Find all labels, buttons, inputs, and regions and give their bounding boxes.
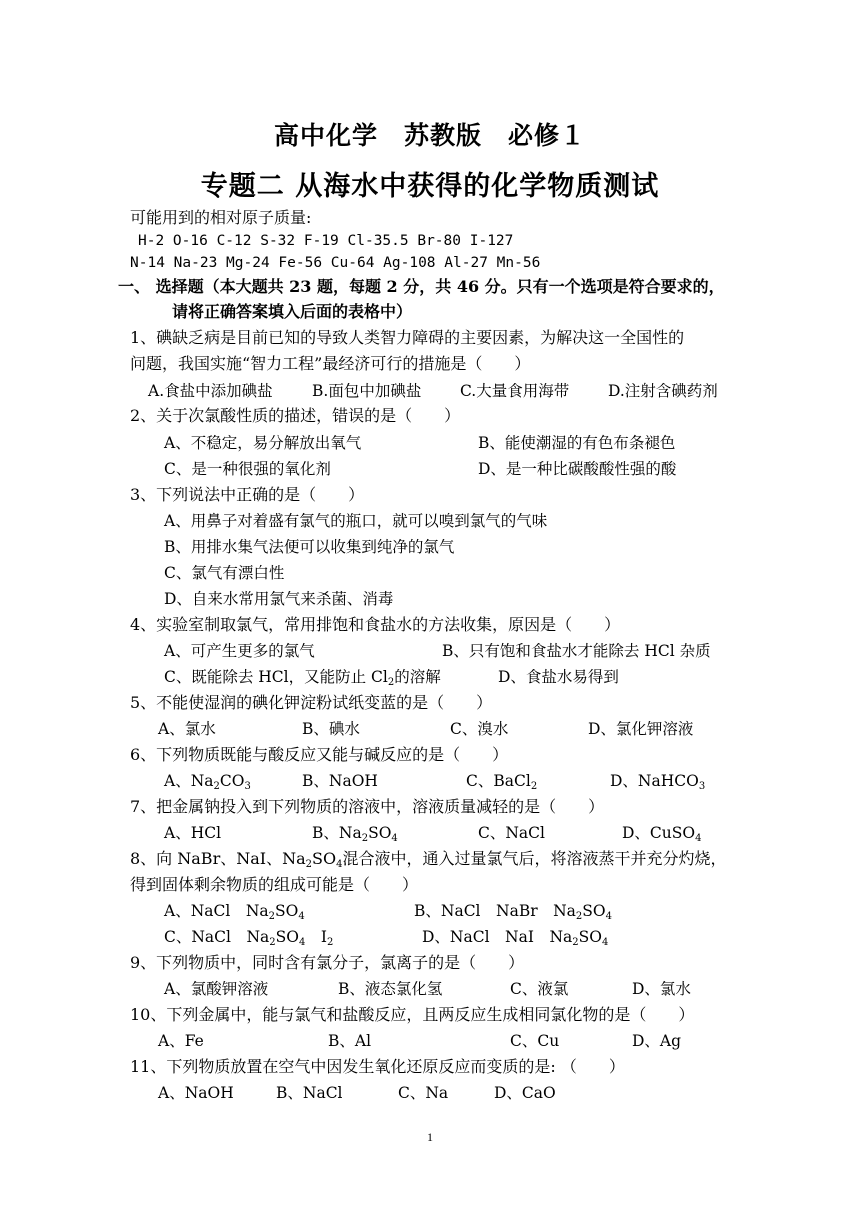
- question-5-option-d: D、氯化钾溶液: [588, 720, 694, 738]
- question-4-option-c: C、既能除去 HCl，又能防止 $Cl_2$的溶解: [164, 668, 441, 688]
- question-1-option-a: A.食盐中添加碘盐: [148, 382, 273, 400]
- question-10-stem: 10、下列金属中，能与氯气和盐酸反应，且两反应生成相同氯化物的是（ ）: [130, 1005, 695, 1024]
- question-7-option-c: C、NaCl: [478, 824, 545, 842]
- atomic-masses-intro: 可能用到的相对原子质量:: [130, 208, 312, 227]
- question-4-option-b: B、只有饱和食盐水才能除去 HCl 杂质: [442, 642, 711, 660]
- question-6-option-a: A、$Na_2CO_3$: [164, 772, 251, 792]
- question-2-stem: 2、关于次氯酸性质的描述，错误的是（ ）: [130, 406, 461, 425]
- question-11-option-c: C、Na: [398, 1084, 449, 1102]
- question-2-option-a: A、不稳定，易分解放出氧气: [164, 434, 362, 452]
- question-6-stem: 6、下列物质既能与酸反应又能与碱反应的是（ ）: [130, 745, 509, 764]
- question-8-option-d: D、NaCl NaI $Na_2SO_4$: [422, 928, 609, 948]
- question-3-option-d: D、自来水常用氯气来杀菌、消毒: [164, 590, 394, 608]
- question-10-option-a: A、Fe: [158, 1032, 204, 1050]
- atomic-masses-line-2: N-14 Na-23 Mg-24 Fe-56 Cu-64 Ag-108 Al-27 Mn-56: [130, 255, 541, 271]
- question-3-stem: 3、下列说法中正确的是（ ）: [130, 485, 365, 504]
- question-4-stem: 4、实验室制取氯气，常用排饱和食盐水的方法收集，原因是（ ）: [130, 615, 621, 634]
- question-10-option-b: B、Al: [328, 1032, 372, 1050]
- question-1-option-c: C.大量食用海带: [460, 382, 570, 400]
- section-heading-cont: 请将正确答案填入后面的表格中）: [172, 302, 413, 321]
- section-heading: 一、 选择题（本大题共 23 题，每题 2 分，共 46 分。只有一个选项是符合要求的，: [118, 277, 725, 296]
- question-9-option-a: A、氯酸钾溶液: [164, 980, 269, 998]
- question-7-stem: 7、把金属钠投入到下列物质的溶液中，溶液质量减轻的是（ ）: [130, 797, 605, 816]
- question-3-option-b: B、用排水集气法便可以收集到纯净的氯气: [164, 538, 455, 556]
- question-2-option-c: C、是一种很强的氧化剂: [164, 460, 331, 478]
- question-3-option-a: A、用鼻子对着盛有氯气的瓶口，就可以嗅到氯气的气味: [164, 512, 548, 530]
- question-1-option-d: D.注射含碘药剂: [608, 382, 718, 400]
- question-4-option-a: A、可产生更多的氯气: [164, 642, 315, 660]
- question-6-option-d: D、NaHCO$_3$: [610, 772, 706, 792]
- question-1-stem: 1、碘缺乏病是目前已知的导致人类智力障碍的主要因素，为解决这一全国性的: [130, 328, 685, 347]
- question-11-option-a: A、NaOH: [158, 1084, 234, 1102]
- question-8-option-a: A、NaCl $Na_2SO_4$: [164, 902, 305, 922]
- question-7-option-b: B、$Na_2SO_4$: [312, 824, 398, 844]
- question-6-option-c: C、BaCl$_2$: [466, 772, 538, 792]
- question-9-option-c: C、液氯: [510, 980, 569, 998]
- question-3-option-c: C、氯气有漂白性: [164, 564, 285, 582]
- question-7-option-d: D、CuSO$_4$: [622, 824, 702, 844]
- question-5-stem: 5、不能使湿润的碘化钾淀粉试纸变蓝的是（ ）: [130, 693, 493, 712]
- question-8-option-c: C、NaCl $Na_2SO_4$ $I_2$: [164, 928, 334, 948]
- question-8-stem-cont: 得到固体剩余物质的组成可能是（ ）: [130, 875, 419, 894]
- question-11-option-d: D、CaO: [494, 1084, 556, 1102]
- question-4-option-d: D、食盐水易得到: [498, 668, 619, 686]
- question-1-option-b: B.面包中加碘盐: [312, 382, 422, 400]
- atomic-masses-line-1: H-2 O-16 C-12 S-32 F-19 Cl-35.5 Br-80 I-127: [138, 233, 514, 249]
- question-7-option-a: A、HCl: [164, 824, 222, 842]
- question-10-option-d: D、Ag: [632, 1032, 682, 1050]
- question-1-stem-cont: 问题，我国实施“智力工程”最经济可行的措施是（ ）: [130, 354, 531, 373]
- document-subtitle: 专题二 从海水中获得的化学物质测试: [200, 171, 660, 202]
- question-9-option-b: B、液态氯化氢: [338, 980, 443, 998]
- document-title: 高中化学 苏教版 必修１: [273, 121, 586, 150]
- question-6-option-b: B、NaOH: [302, 772, 378, 790]
- question-2-option-b: B、能使潮湿的有色布条褪色: [478, 434, 676, 452]
- question-9-option-d: D、氯水: [632, 980, 691, 998]
- page-number: 1: [427, 1130, 433, 1144]
- question-8-stem: 8、向 NaBr、NaI、$Na_2SO_4$混合液中，通入过量氯气后，将溶液蒸干并充分灼烧，: [130, 849, 727, 870]
- question-5-option-a: A、氯水: [158, 720, 216, 738]
- question-10-option-c: C、Cu: [510, 1032, 560, 1050]
- question-5-option-c: C、溴水: [450, 720, 509, 738]
- question-2-option-d: D、是一种比碳酸酸性强的酸: [478, 460, 677, 478]
- question-5-option-b: B、碘水: [302, 720, 360, 738]
- question-11-stem: 11、下列物质放置在空气中因发生氧化还原反应而变质的是: （ ）: [130, 1057, 625, 1076]
- question-8-option-b: B、NaCl NaBr $Na_2SO_4$: [414, 902, 612, 922]
- question-11-option-b: B、NaCl: [276, 1084, 343, 1102]
- question-9-stem: 9、下列物质中，同时含有氯分子，氯离子的是（ ）: [130, 953, 525, 972]
